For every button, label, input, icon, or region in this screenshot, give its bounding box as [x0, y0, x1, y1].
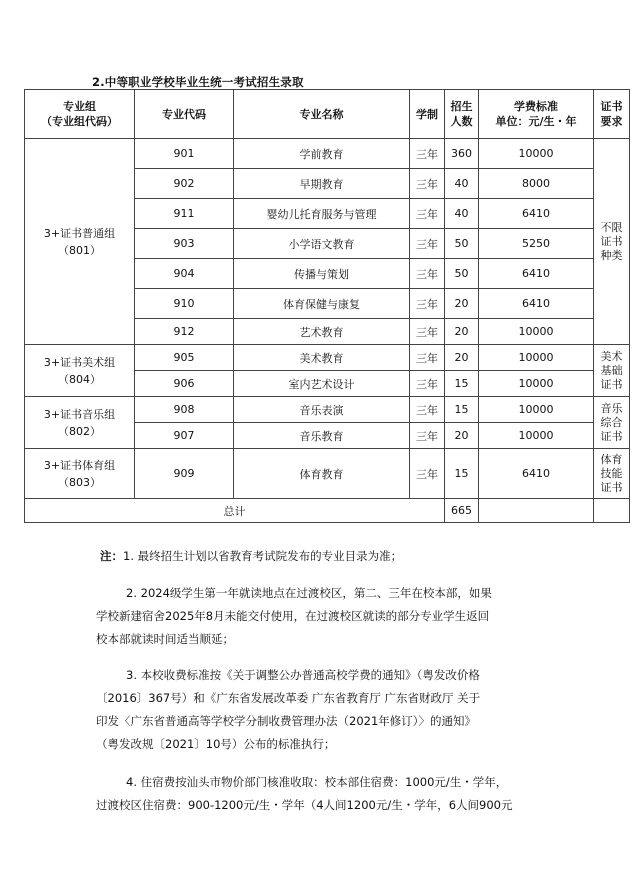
major-code: 905 [135, 345, 234, 371]
major-code: 908 [135, 397, 234, 423]
note-3-line-1: 3. 本校收费标准按《关于调整公办普通高校学费的通知》（粤发改价格 [126, 668, 480, 682]
enroll-count: 20 [445, 289, 479, 319]
major-code: 912 [135, 319, 234, 345]
cert-requirement: 体育 技能 证书 [594, 449, 630, 499]
major-code: 901 [135, 139, 234, 169]
note-2-line-2: 学校新建宿舍2025年8月未能交付使用，在过渡校区就读的部分专业学生返回 [96, 609, 490, 623]
duration: 三年 [410, 199, 445, 229]
enroll-count: 360 [445, 139, 479, 169]
table-row [25, 345, 630, 371]
group-cell: 3+证书音乐组 （802） [25, 397, 135, 449]
enrollment-table [24, 89, 630, 523]
total-cert-empty [594, 499, 630, 523]
major-code: 911 [135, 199, 234, 229]
duration: 三年 [410, 139, 445, 169]
header-cert: 证书 要求 [594, 90, 630, 139]
major-code: 909 [135, 449, 234, 499]
major-code: 907 [135, 423, 234, 449]
tuition-fee: 5250 [479, 229, 594, 259]
total-label: 总计 [25, 499, 445, 523]
major-name: 音乐教育 [234, 423, 410, 449]
major-name: 美术教育 [234, 345, 410, 371]
duration: 三年 [410, 319, 445, 345]
major-name: 婴幼儿托育服务与管理 [234, 199, 410, 229]
enroll-count: 40 [445, 199, 479, 229]
enroll-count: 20 [445, 423, 479, 449]
duration: 三年 [410, 229, 445, 259]
major-code: 902 [135, 169, 234, 199]
major-code: 906 [135, 371, 234, 397]
header-name: 专业名称 [234, 90, 410, 139]
group-cell: 3+证书普通组 （801） [25, 139, 135, 345]
duration: 三年 [410, 289, 445, 319]
tuition-fee: 10000 [479, 319, 594, 345]
enroll-count: 15 [445, 397, 479, 423]
note-4-line-1: 4. 住宿费按汕头市物价部门核准收取：校本部住宿费：1000元/生・学年， [126, 775, 508, 789]
cert-requirement: 音乐 综合 证书 [594, 397, 630, 449]
note-3-line-4: （粤发改规〔2021〕10号）公布的标准执行； [96, 737, 336, 751]
note-4-line-2: 过渡校区住宿费：900-1200元/生・学年（4人间1200元/生・学年，6人间900元 [96, 798, 513, 812]
major-name: 室内艺术设计 [234, 371, 410, 397]
table-row [25, 139, 630, 169]
major-code: 910 [135, 289, 234, 319]
tuition-fee: 10000 [479, 139, 594, 169]
duration: 三年 [410, 345, 445, 371]
enroll-count: 15 [445, 449, 479, 499]
note-2-line-3: 校本部就读时间适当顺延； [96, 632, 234, 646]
header-duration: 学制 [410, 90, 445, 139]
enroll-count: 50 [445, 229, 479, 259]
major-name: 体育教育 [234, 449, 410, 499]
group-cell: 3+证书美术组 （804） [25, 345, 135, 397]
tuition-fee: 10000 [479, 423, 594, 449]
total-fee-empty [479, 499, 594, 523]
enroll-count: 40 [445, 169, 479, 199]
table-row [25, 397, 630, 423]
duration: 三年 [410, 449, 445, 499]
major-code: 904 [135, 259, 234, 289]
tuition-fee: 6410 [479, 199, 594, 229]
major-name: 早期教育 [234, 169, 410, 199]
tuition-fee: 6410 [479, 289, 594, 319]
major-name: 艺术教育 [234, 319, 410, 345]
duration: 三年 [410, 169, 445, 199]
header-code: 专业代码 [135, 90, 234, 139]
group-cell: 3+证书体育组 （803） [25, 449, 135, 499]
duration: 三年 [410, 371, 445, 397]
total-value: 665 [445, 499, 479, 523]
enroll-count: 15 [445, 371, 479, 397]
tuition-fee: 10000 [479, 345, 594, 371]
note-3-line-2: 〔2016〕367号）和《广东省发展改革委 广东省教育厅 广东省财政厅 关于 [96, 691, 481, 705]
cert-requirement: 不限 证书 种类 [594, 139, 630, 345]
tuition-fee: 8000 [479, 169, 594, 199]
major-name: 传播与策划 [234, 259, 410, 289]
header-enroll: 招生 人数 [445, 90, 479, 139]
section-heading: 2.中等职业学校毕业生统一考试招生录取 [92, 75, 304, 89]
tuition-fee: 10000 [479, 371, 594, 397]
tuition-fee: 10000 [479, 397, 594, 423]
tuition-fee: 6410 [479, 259, 594, 289]
major-name: 音乐表演 [234, 397, 410, 423]
note-3-line-3: 印发〈广东省普通高等学校学分制收费管理办法（2021年修订）〉的通知》 [96, 714, 477, 728]
note-2-line-1: 2. 2024级学生第一年就读地点在过渡校区，第二、三年在校本部，如果 [126, 586, 492, 600]
cert-requirement: 美术 基础 证书 [594, 345, 630, 397]
header-group: 专业组 （专业组代码） [25, 90, 135, 139]
total-row [25, 499, 630, 523]
duration: 三年 [410, 259, 445, 289]
enroll-count: 20 [445, 319, 479, 345]
major-name: 小学语文教育 [234, 229, 410, 259]
major-name: 学前教育 [234, 139, 410, 169]
enroll-count: 50 [445, 259, 479, 289]
major-code: 903 [135, 229, 234, 259]
table-row [25, 449, 630, 499]
note-1: 注：1. 最终招生计划以省教育考试院发布的专业目录为准； [100, 549, 403, 563]
enroll-count: 20 [445, 345, 479, 371]
header-fee: 学费标准 单位：元/生・年 [479, 90, 594, 139]
table-header-row [25, 90, 630, 139]
duration: 三年 [410, 397, 445, 423]
duration: 三年 [410, 423, 445, 449]
tuition-fee: 6410 [479, 449, 594, 499]
major-name: 体育保健与康复 [234, 289, 410, 319]
